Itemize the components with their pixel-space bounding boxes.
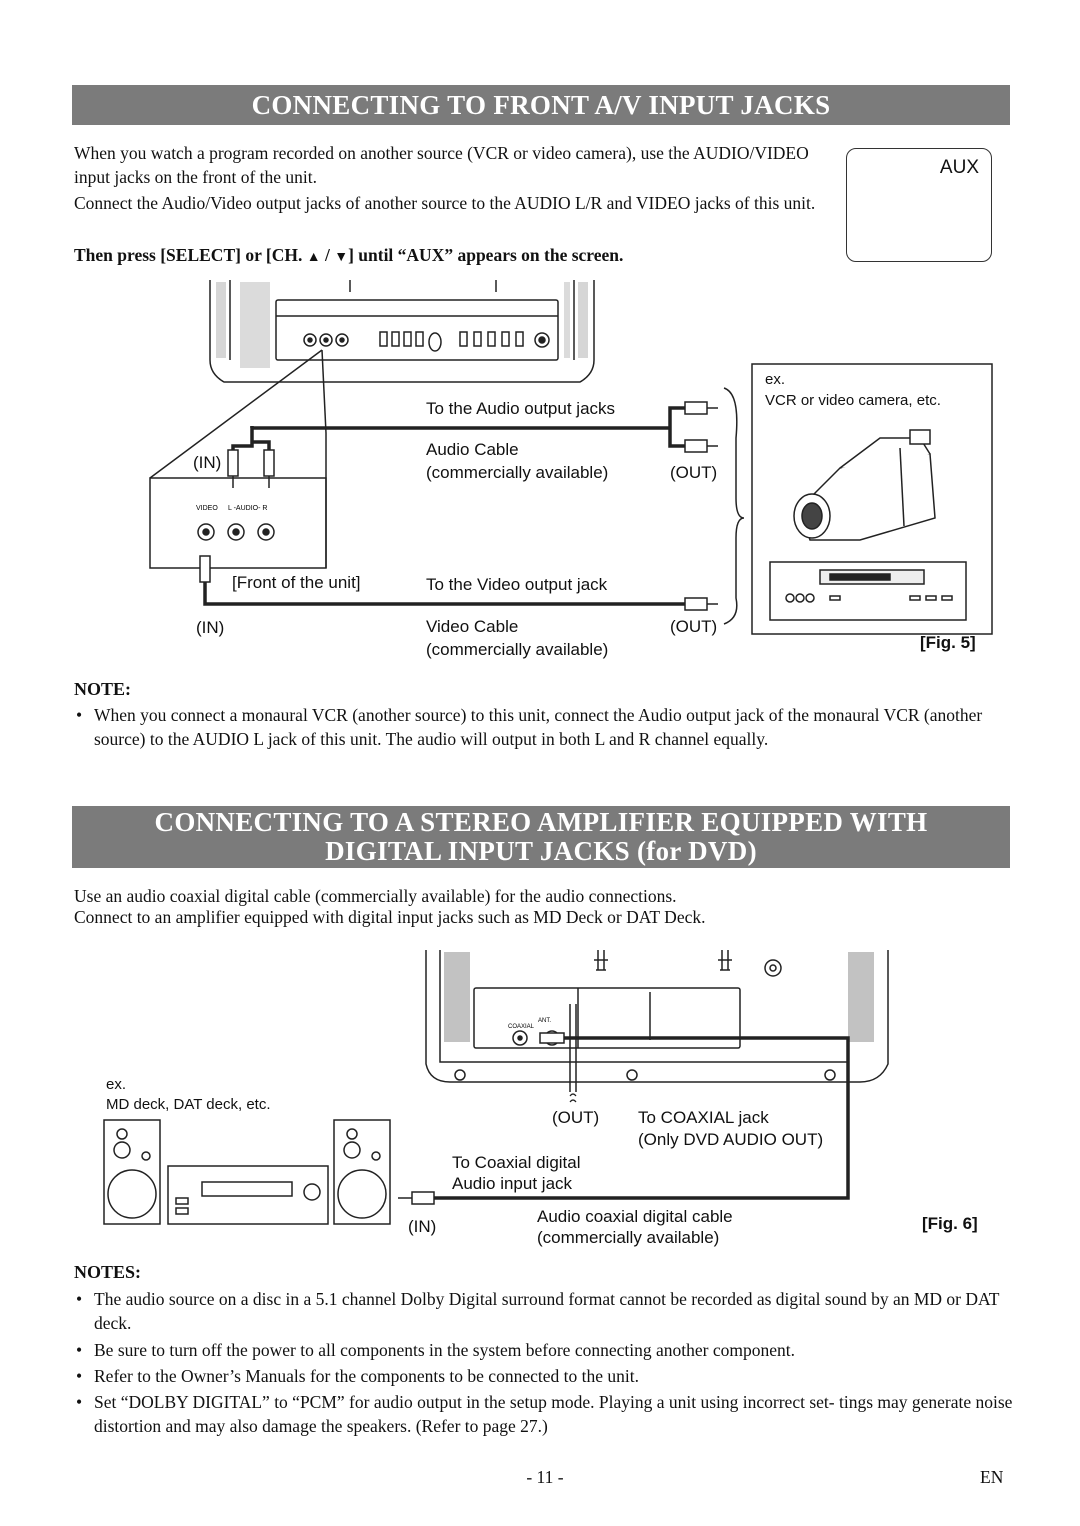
notes-item: • The audio source on a disc in a 5.1 channel Dolby Digital surround format cannot be recorded as digital sound by an MD or DAT deck. (76, 1289, 1000, 1333)
audio-cable-label: Audio Cable (426, 440, 519, 459)
vcr-icon (770, 562, 966, 620)
out-label-fig6: (OUT) (552, 1108, 600, 1127)
section-title-front-av: CONNECTING TO FRONT A/V INPUT JACKS (72, 85, 1010, 125)
in-label-bottom: (IN) (196, 618, 225, 637)
audio-output-label: To the Audio output jacks (426, 399, 616, 418)
fig6-label: [Fig. 6] (922, 1214, 978, 1233)
ant-tag: ANT. (538, 1018, 552, 1024)
front-unit-jacks-icon (198, 524, 274, 540)
coaxial-tag: COAXIAL (508, 1024, 535, 1030)
dvd-audio-out-label: (Only DVD AUDIO OUT) (638, 1130, 824, 1149)
speaker-grille-right-icon (564, 282, 588, 358)
in-label-fig6: (IN) (408, 1217, 437, 1236)
front-jacks-icon (304, 332, 549, 351)
jack-video-label: VIDEO (196, 505, 218, 512)
jack-audio-label: L -AUDIO- R (228, 505, 268, 512)
instruction-prefix: Then press [SELECT] or [CH. (74, 245, 307, 265)
vent-grille-left-icon (444, 952, 470, 1042)
notes-item: • Set “DOLBY DIGITAL” to “PCM” for audio output in the setup mode. Playing a unit using incorrect set- tings may generate noise distortion and may also damage the speakers. (Refer to page 27.) (76, 1392, 1013, 1436)
language-tag: EN (980, 1467, 1004, 1487)
video-cable-label: Video Cable (426, 617, 519, 636)
coaxial-jack-icon (513, 1031, 564, 1045)
note-item: • When you connect a monaural VCR (another source) to this unit, connect the Audio output jack of the monaural VCR (another source) to the AUDIO L jack of this unit. The audio will output in both L and R channel equally. (76, 705, 983, 749)
aux-screen-label: AUX (939, 157, 979, 178)
note-item-text: When you connect a monaural VCR (another source) to this unit, connect the Audio output jack of the monaural VCR (another source) to the AUDIO L jack of this unit. The audio will output in both L and R channel equally. (94, 705, 983, 749)
coaxial-jack-label: To COAXIAL jack (638, 1108, 769, 1127)
instruction-suffix: ] until “AUX” appears on the screen. (348, 245, 624, 265)
amp-paragraph-2: Connect to an amplifier equipped with digital input jacks such as MD Deck or DAT Deck. (74, 907, 706, 927)
audio-plugs-in-icon (228, 450, 274, 488)
section-title-line2: DIGITAL INPUT JACKS (for DVD) (325, 836, 757, 866)
page-number: - 11 - (526, 1467, 564, 1487)
coax-cable-label: Audio coaxial digital cable (537, 1207, 733, 1226)
coax-input-label-1: To Coaxial digital (452, 1153, 581, 1172)
vent-grille-right-icon (848, 952, 874, 1042)
notes-item: • Refer to the Owner’s Manuals for the components to be connected to the unit. (76, 1366, 639, 1386)
cable-break-icon (570, 1094, 576, 1102)
out-plugs-icon (685, 402, 718, 610)
instruction-slash: / (320, 245, 335, 265)
fig5-label: [Fig. 5] (920, 633, 976, 652)
video-plug-in-icon (200, 556, 210, 582)
coax-cable-note: (commercially available) (537, 1228, 720, 1247)
device-label-fig5: VCR or video camera, etc. (765, 392, 941, 409)
video-output-label: To the Video output jack (426, 575, 608, 594)
speaker-grille-left-icon (216, 282, 270, 368)
ex-label-fig5: ex. (765, 371, 786, 388)
notes-item-text: Be sure to turn off the power to all components in the system before connecting another component. (94, 1340, 795, 1360)
notes-item-text: The audio source on a disc in a 5.1 channel Dolby Digital surround format cannot be recorded as digital sound by an MD or DAT deck. (94, 1289, 1000, 1333)
note-heading: NOTE: (74, 679, 132, 699)
aux-instruction (74, 243, 854, 270)
notes-item-text: Refer to the Owner’s Manuals for the components to be connected to the unit. (94, 1366, 639, 1386)
device-label-fig6: MD deck, DAT deck, etc. (106, 1096, 271, 1113)
video-cable-note: (commercially available) (426, 640, 609, 659)
intro-paragraph-2: Connect the Audio/Video output jacks of another source to the AUDIO L/R and VIDEO jacks of this unit. (74, 193, 816, 213)
coax-plug-in-icon (398, 1192, 434, 1204)
out-label-audio: (OUT) (670, 463, 718, 482)
down-arrow-icon: ▼ (334, 250, 349, 265)
audio-cable-note: (commercially available) (426, 463, 609, 482)
section-title-line1: CONNECTING TO A STEREO AMPLIFIER EQUIPPED WITH (154, 807, 928, 837)
amp-paragraph-1: Use an audio coaxial digital cable (commercially available) for the audio connections. (74, 886, 677, 906)
stereo-system-icon (104, 1120, 390, 1224)
up-arrow-icon: ▲ (306, 250, 321, 265)
intro-paragraph-1: When you watch a program recorded on another source (VCR or video camera), use the AUDIO/VIDEO input jacks on the front of the unit. (74, 143, 809, 187)
tv-back-panel (426, 950, 888, 1082)
antenna-terminals-icon (594, 950, 781, 976)
in-label-top: (IN) (193, 453, 222, 472)
camcorder-icon (794, 430, 935, 540)
out-label-video: (OUT) (670, 617, 718, 636)
section-title-stereo-amp (72, 806, 1010, 868)
aux-screen (846, 148, 992, 262)
notes-item-text: Set “DOLBY DIGITAL” to “PCM” for audio output in the setup mode. Playing a unit using incorrect set- tings may generate noise distortion and may also damage the speakers. (Refer to page 27.) (94, 1392, 1013, 1436)
front-of-unit-label: [Front of the unit] (232, 573, 361, 592)
brace-line (724, 388, 744, 624)
coax-input-label-2: Audio input jack (452, 1174, 573, 1193)
notes-heading: NOTES: (74, 1262, 142, 1282)
ex-label-fig6: ex. (106, 1076, 127, 1093)
notes-item: • Be sure to turn off the power to all components in the system before connecting another component. (76, 1340, 795, 1360)
feet-icon (455, 1070, 835, 1080)
